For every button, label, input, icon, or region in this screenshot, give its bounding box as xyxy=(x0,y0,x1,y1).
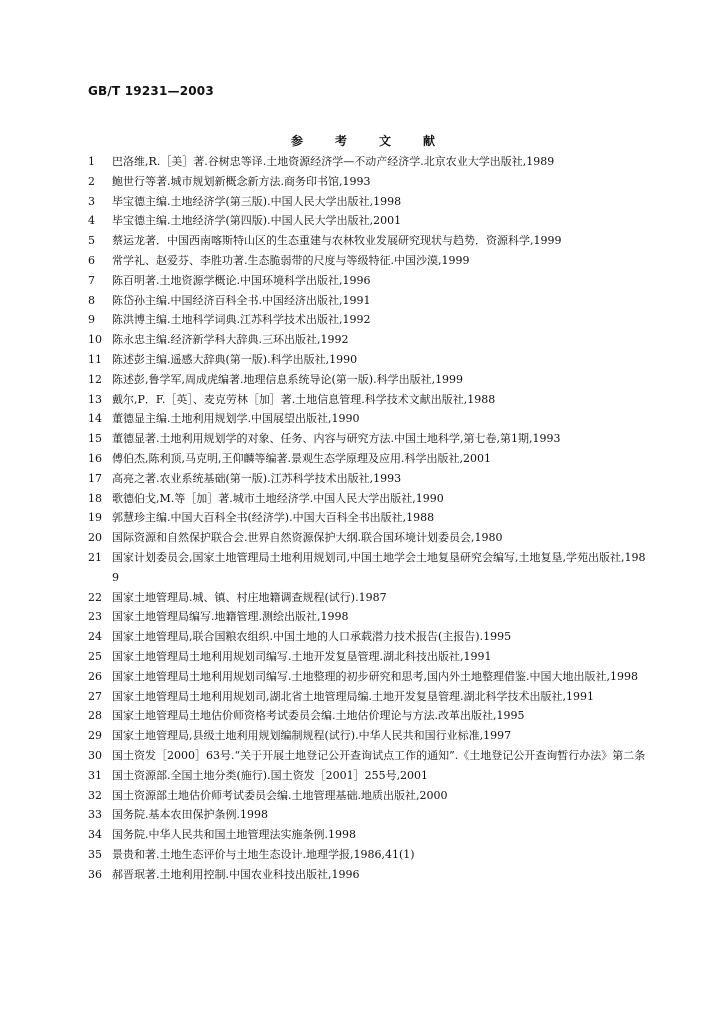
reference-item xyxy=(88,390,648,410)
reference-item xyxy=(88,706,648,726)
reference-number: 26 xyxy=(88,669,102,683)
reference-text: 鲍世行等著.城市规划新概念新方法.商务印书馆,1993 xyxy=(112,174,371,188)
reference-text: 陈永忠主编.经济新学科大辞典.三环出版社,1992 xyxy=(112,333,349,347)
reference-text: 陈述彭主编.遥感大辞典(第一版).科学出版社,1990 xyxy=(112,352,358,366)
reference-number: 19 xyxy=(88,511,102,525)
reference-text: 国务院.中华人民共和国土地管理法实施条例.1998 xyxy=(112,828,356,842)
reference-text: 郭慧珍主编.中国大百科全书(经济学).中国大百科全书出版社,1988 xyxy=(112,511,435,525)
reference-text: 巴洛维,R.［美］著.谷树忠等译.土地资源经济学—不动产经济学.北京农业大学出版社,1989 xyxy=(112,155,555,168)
reference-item xyxy=(88,627,648,647)
reference-item xyxy=(88,350,648,370)
reference-number: 36 xyxy=(88,867,102,881)
reference-text: 常学礼、赵爱芬、李胜功著.生态脆弱带的尺度与等级特征.中国沙漠,1999 xyxy=(112,253,470,267)
reference-list xyxy=(88,152,648,884)
reference-item xyxy=(88,310,648,330)
reference-item xyxy=(88,805,648,825)
reference-number: 3 xyxy=(88,194,95,208)
reference-text: 戴尔,P．F.［英］、麦克劳林［加］著.土地信息管理.科学技术文献出版社,1988 xyxy=(112,392,496,406)
reference-number: 6 xyxy=(88,253,95,267)
reference-text: 蔡运龙著．中国西南喀斯特山区的生态重建与农林牧业发展研究现状与趋势．资源科学,1999 xyxy=(112,234,562,248)
reference-text: 国家土地管理局编写.地籍管理.测绘出版社,1998 xyxy=(112,610,349,624)
reference-number: 10 xyxy=(88,333,102,347)
reference-number: 2 xyxy=(88,174,95,188)
reference-number: 13 xyxy=(88,392,102,406)
reference-item xyxy=(88,865,648,885)
reference-number: 32 xyxy=(88,788,102,802)
reference-item xyxy=(88,726,648,746)
reference-text: 陈述彭,鲁学军,周成虎编著.地理信息系统导论(第一版).科学出版社,1999 xyxy=(112,372,464,386)
reference-item xyxy=(88,172,648,192)
reference-item xyxy=(88,409,648,429)
reference-item xyxy=(88,746,648,766)
reference-number: 9 xyxy=(88,313,95,327)
reference-number: 4 xyxy=(88,214,95,228)
reference-number: 17 xyxy=(88,471,102,485)
reference-item xyxy=(88,766,648,786)
reference-text: 董德显著.土地利用规划学的对象、任务、内容与研究方法.中国土地科学,第七卷,第1期,1993 xyxy=(112,432,561,446)
reference-number: 5 xyxy=(88,234,95,248)
reference-text: 国务院.基本农田保护条例.1998 xyxy=(112,808,268,822)
reference-number: 16 xyxy=(88,451,102,465)
reference-text: 国土资源部.全国土地分类(施行).国土资发［2001］255号,2001 xyxy=(112,768,429,782)
reference-item xyxy=(88,291,648,311)
reference-text: 陈洪博主编.土地科学词典.江苏科学技术出版社,1992 xyxy=(112,313,371,327)
reference-item xyxy=(88,588,648,608)
reference-number: 31 xyxy=(88,768,102,782)
reference-item xyxy=(88,211,648,231)
reference-item xyxy=(88,152,648,172)
reference-text: 国家土地管理局土地利用规划司,湖北省土地管理局编.土地开发复垦管理.湖北科学技术出版社,1991 xyxy=(112,689,594,703)
reference-text: 毕宝德主编.土地经济学(第四版).中国人民大学出版社,2001 xyxy=(112,214,402,228)
reference-item xyxy=(88,845,648,865)
reference-number: 18 xyxy=(88,491,102,505)
reference-text: 国际资源和自然保护联合会.世界自然资源保护大纲.联合国环境计划委员会,1980 xyxy=(112,531,503,545)
reference-text: 国土资源部土地估价师考试委员会编.土地管理基础.地质出版社,2000 xyxy=(112,788,448,802)
reference-item xyxy=(88,449,648,469)
reference-item xyxy=(88,429,648,449)
reference-number: 34 xyxy=(88,828,102,842)
reference-number: 1 xyxy=(88,155,95,168)
reference-text: 国家土地管理局.城、镇、村庄地籍调查规程(试行).1987 xyxy=(112,590,387,604)
reference-item xyxy=(88,192,648,212)
reference-item xyxy=(88,667,648,687)
reference-item xyxy=(88,489,648,509)
reference-item xyxy=(88,251,648,271)
reference-text: 陈岱孙主编.中国经济百科全书.中国经济出版社,1991 xyxy=(112,293,371,307)
reference-item xyxy=(88,647,648,667)
reference-text: 傅伯杰,陈利顶,马克明,王仰麟等编著.景观生态学原理及应用.科学出版社,2001 xyxy=(112,451,491,465)
reference-text: 国家计划委员会,国家土地管理局土地利用规划司,中国土地学会土地复垦研究会编写,土地复垦,学苑出版社,1989 xyxy=(112,550,646,584)
reference-text: 景贵和著.土地生态评价与土地生态设计.地理学报,1986,41(1) xyxy=(112,847,415,861)
reference-number: 33 xyxy=(88,808,102,822)
reference-number: 11 xyxy=(88,352,102,366)
reference-text: 国家土地管理局,联合国粮农组织.中国土地的人口承载潜力技术报告(主报告).1995 xyxy=(112,630,512,644)
reference-text: 国家土地管理局,县级土地利用规划编制规程(试行).中华人民共和国行业标准,1997 xyxy=(112,729,512,743)
reference-number: 12 xyxy=(88,372,102,386)
reference-item xyxy=(88,469,648,489)
page-title: 参 考 文 献 xyxy=(290,134,445,148)
reference-item xyxy=(88,786,648,806)
reference-text: 郝晋珉著.土地利用控制.中国农业科技出版社,1996 xyxy=(112,867,360,881)
reference-item xyxy=(88,687,648,707)
reference-number: 35 xyxy=(88,847,102,861)
reference-item xyxy=(88,607,648,627)
reference-text: 国土资发［2000］63号.“关于开展土地登记公开查询试点工作的通知”.《土地登记公开查询暂行办法》第二条 xyxy=(112,748,646,762)
reference-text: 高亮之著.农业系统基础(第一版).江苏科学技术出版社,1993 xyxy=(112,471,402,485)
reference-number: 21 xyxy=(88,550,102,564)
reference-number: 23 xyxy=(88,610,102,624)
reference-number: 29 xyxy=(88,729,102,743)
reference-item xyxy=(88,271,648,291)
reference-item xyxy=(88,825,648,845)
reference-number: 14 xyxy=(88,412,102,426)
reference-number: 25 xyxy=(88,649,102,663)
reference-text: 国家土地管理局土地估价师资格考试委员会编.土地估价理论与方法.改革出版社,1995 xyxy=(112,709,525,723)
reference-number: 20 xyxy=(88,531,102,545)
reference-item xyxy=(88,548,648,588)
reference-item xyxy=(88,330,648,350)
reference-number: 30 xyxy=(88,748,102,762)
reference-number: 8 xyxy=(88,293,95,307)
reference-item xyxy=(88,231,648,251)
reference-text: 毕宝德主编.土地经济学(第三版).中国人民大学出版社,1998 xyxy=(112,194,402,208)
reference-item xyxy=(88,508,648,528)
reference-text: 国家土地管理局土地利用规划司编写.土地开发复垦管理.湖北科技出版社,1991 xyxy=(112,649,492,663)
reference-item xyxy=(88,528,648,548)
reference-text: 歌德伯戈,M.等［加］著.城市土地经济学.中国人民大学出版社,1990 xyxy=(112,491,444,505)
reference-number: 22 xyxy=(88,590,102,604)
reference-number: 7 xyxy=(88,273,95,287)
reference-number: 24 xyxy=(88,630,102,644)
reference-text: 董德显主编.土地利用规划学.中国展望出版社,1990 xyxy=(112,412,360,426)
reference-text: 陈百明著.土地资源学概论.中国环境科学出版社,1996 xyxy=(112,273,371,287)
reference-number: 27 xyxy=(88,689,102,703)
reference-text: 国家土地管理局土地利用规划司编写.土地整理的初步研究和思考,国内外土地整理借鉴.中国大地出版社,1998 xyxy=(112,669,638,683)
reference-item xyxy=(88,370,648,390)
standard-code: GB/T 19231—2003 xyxy=(88,84,214,98)
reference-number: 28 xyxy=(88,709,102,723)
reference-number: 15 xyxy=(88,432,102,446)
